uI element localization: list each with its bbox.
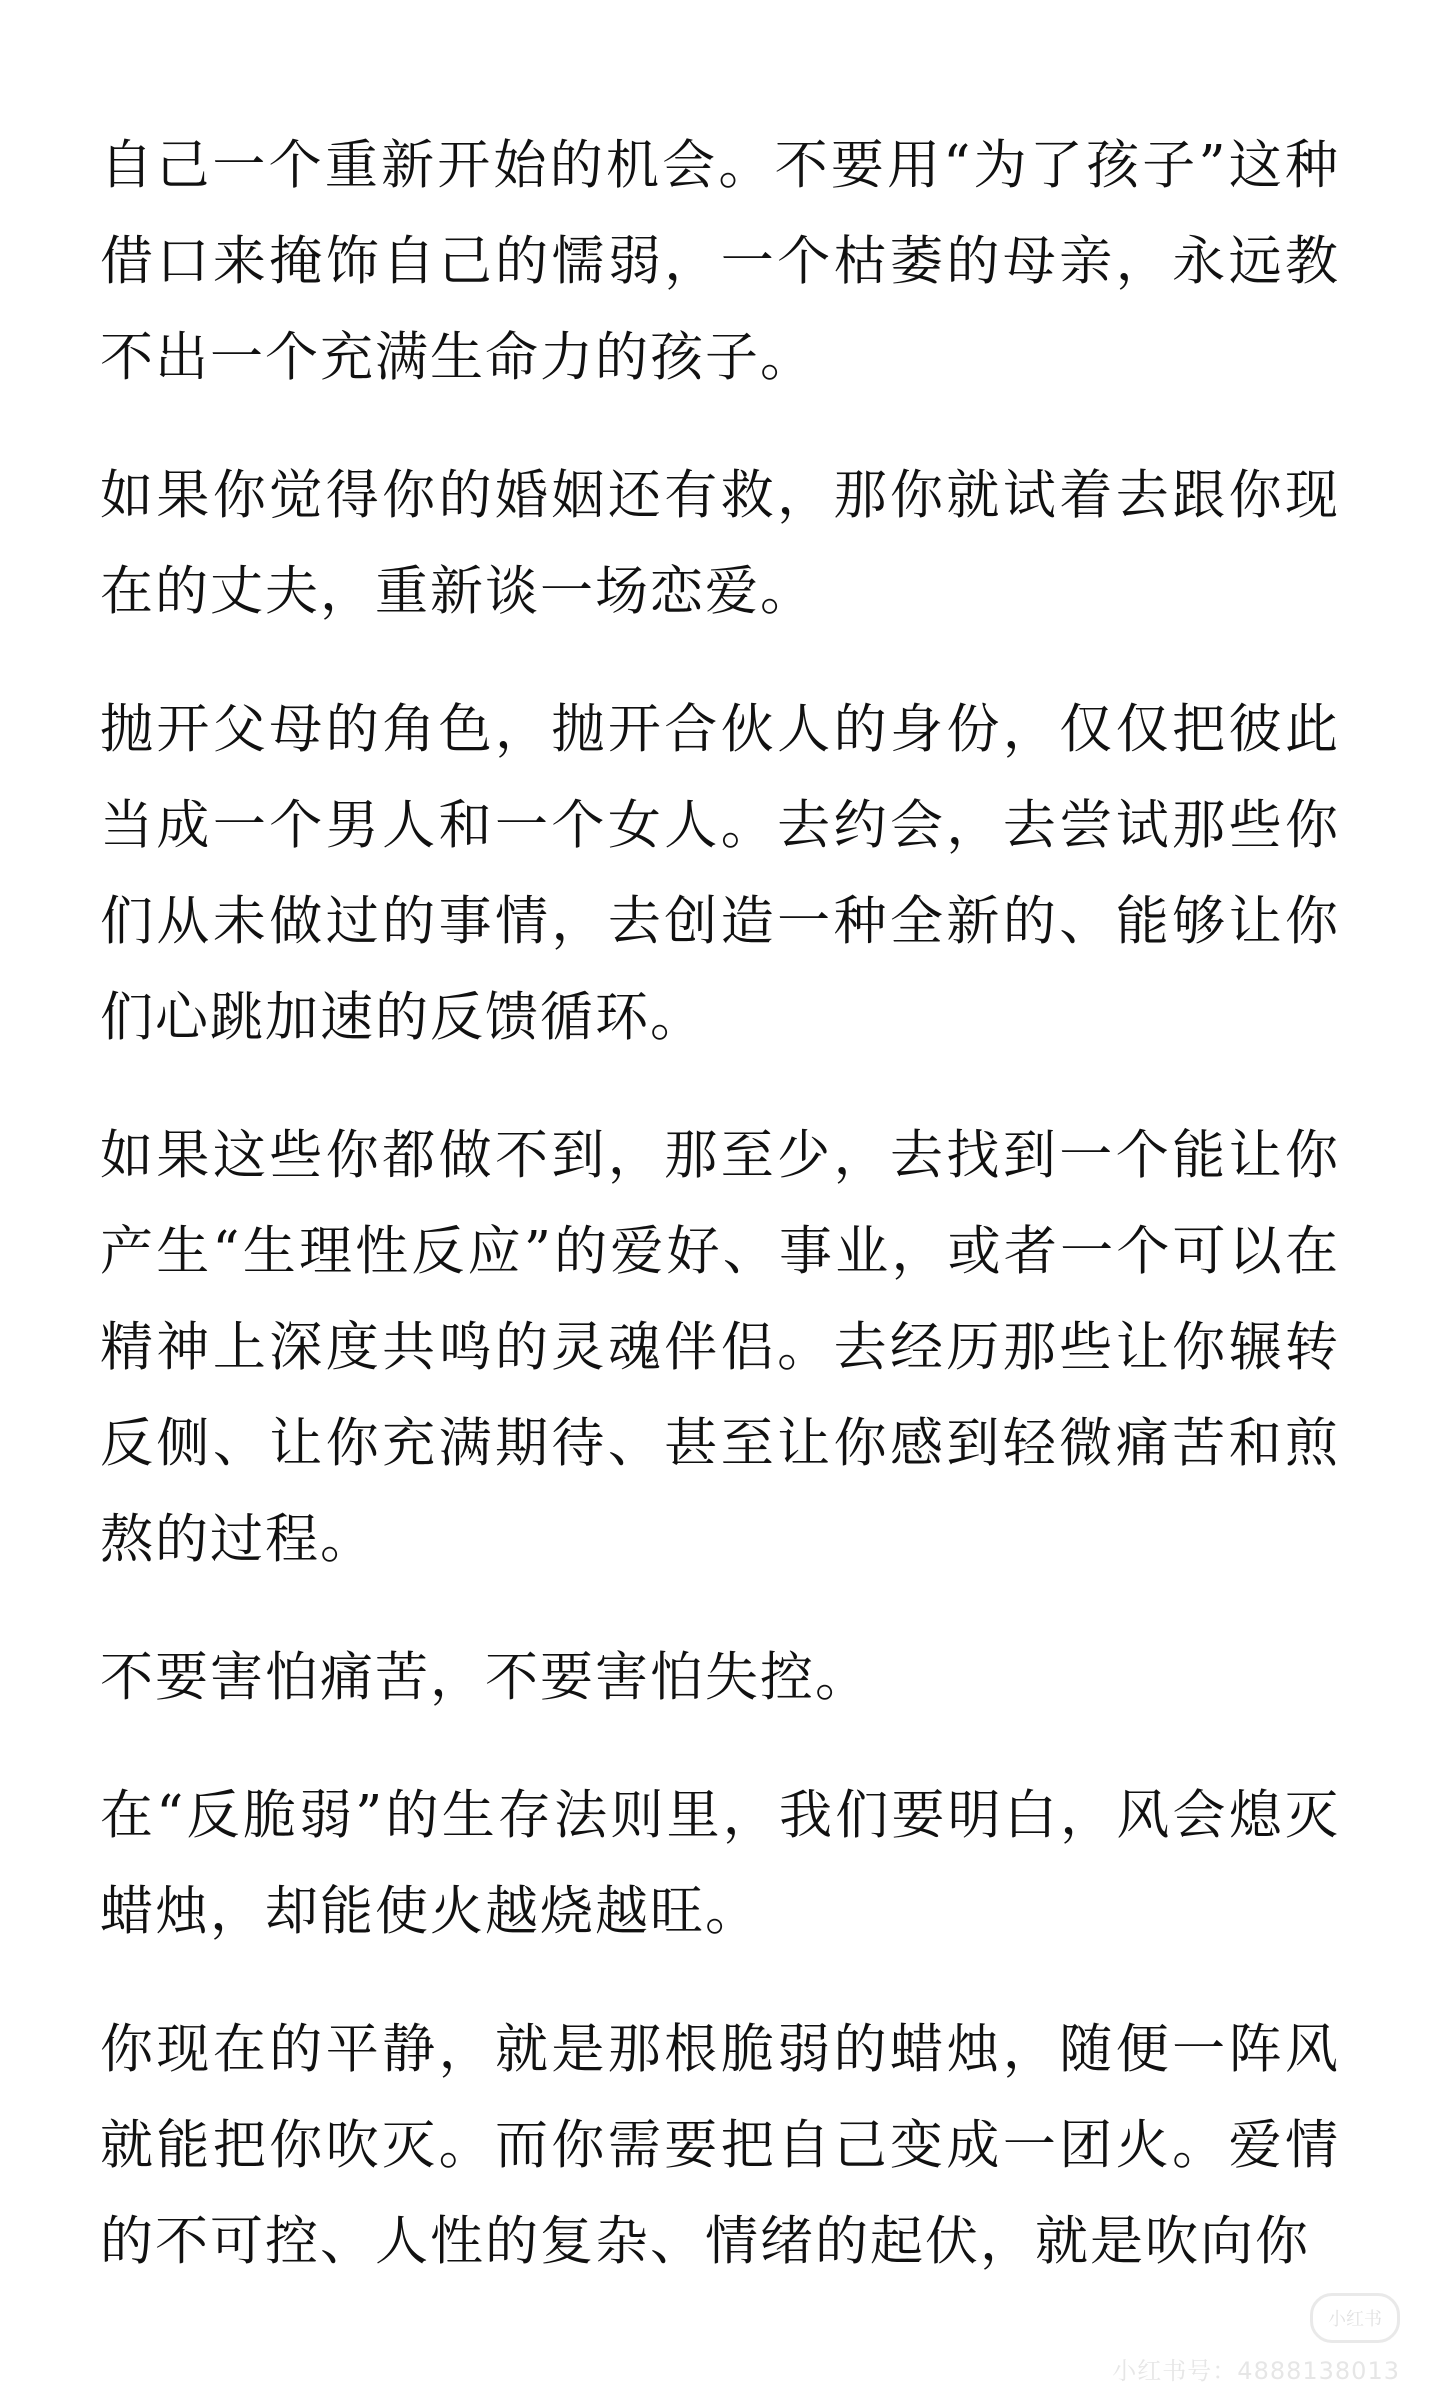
paragraph: 不要害怕痛苦，不要害怕失控。 xyxy=(100,1647,870,1708)
paragraph: 自己一个重新开始的机会。不要用“为了孩子”这种借口来掩饰自己的懦弱，一个枯萎的母亲，永远教不出一个充满生命力的孩子。 xyxy=(100,135,1340,388)
paragraph: 你现在的平静，就是那根脆弱的蜡烛，随便一阵风就能把你吹灭。而你需要把自己变成一团火。爱情的不可控、人性的复杂、情绪的起伏，就是吹向你 xyxy=(100,2019,1340,2272)
watermark xyxy=(1112,2293,1400,2386)
watermark-logo: 小红书 xyxy=(1310,2293,1400,2343)
watermark-text: 小红书号：4888138013 xyxy=(1112,2357,1400,2385)
paragraph: 如果你觉得你的婚姻还有救，那你就试着去跟你现在的丈夫，重新谈一场恋爱。 xyxy=(100,465,1340,622)
article-body xyxy=(100,118,1340,2332)
paragraph: 抛开父母的角色，抛开合伙人的身份，仅仅把彼此当成一个男人和一个女人。去约会，去尝试那些你们从未做过的事情，去创造一种全新的、能够让你们心跳加速的反馈循环。 xyxy=(100,699,1340,1048)
paragraph: 在“反脆弱”的生存法则里，我们要明白，风会熄灭蜡烛，却能使火越烧越旺。 xyxy=(100,1785,1340,1942)
paragraph: 如果这些你都做不到，那至少，去找到一个能让你产生“生理性反应”的爱好、事业，或者一个可以在精神上深度共鸣的灵魂伴侣。去经历那些让你辗转反侧、让你充满期待、甚至让你感到轻微痛苦和煎熬的过程。 xyxy=(100,1125,1340,1570)
